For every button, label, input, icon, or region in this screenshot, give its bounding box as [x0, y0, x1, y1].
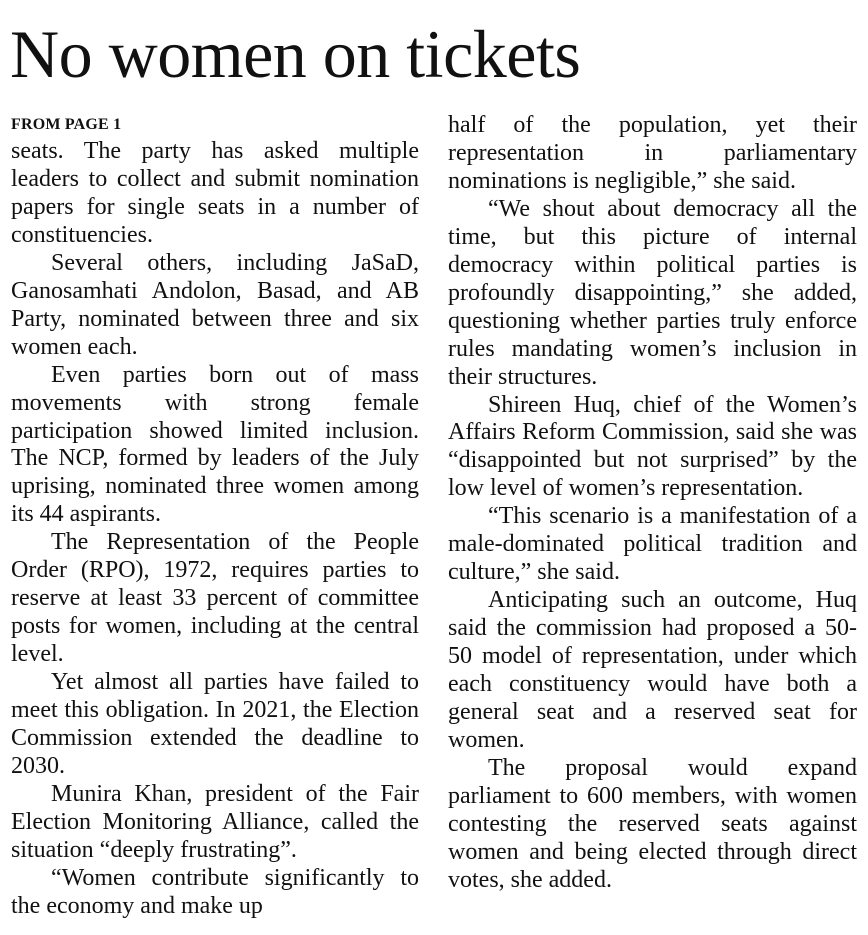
paragraph: “This scenario is a manifestation of a male-dominated political tradition and culture,” she said. — [448, 503, 857, 586]
paragraph: The proposal would expand parliament to 600 members, with women contesting the reserved seats against women and being elected through direct votes, she added. — [448, 754, 857, 893]
paragraph: seats. The party has asked multiple leaders to collect and submit nomination papers for single seats in a number of constituencies. — [11, 138, 419, 248]
right-column — [448, 112, 857, 895]
headline: No women on tickets — [10, 16, 581, 92]
left-column — [11, 112, 419, 921]
paragraph: The Representation of the People Order (RPO), 1972, requires parties to reserve at least 33 percent of committee posts for women, including at the central level. — [11, 529, 419, 668]
paragraph: Munira Khan, president of the Fair Election Monitoring Alliance, called the situation “deeply frustrating”. — [11, 780, 419, 863]
paragraph: “Women contribute significantly to the economy and make up — [11, 864, 419, 919]
paragraph: “We shout about democracy all the time, but this picture of internal democracy within political parties is profoundly disappointing,” she added, questioning whether parties truly enforce rules mandating women’s inclusion in their structures. — [448, 195, 857, 390]
paragraph: Yet almost all parties have failed to meet this obligation. In 2021, the Election Commission extended the deadline to 2030. — [11, 669, 419, 779]
paragraph: half of the population, yet their representation in parliamentary nominations is negligible,” she said. — [448, 112, 857, 194]
paragraph: Even parties born out of mass movements with strong female participation showed limited inclusion. The NCP, formed by leaders of the July uprising, nominated three women among its 44 aspirants. — [11, 361, 419, 528]
paragraph: Several others, including JaSaD, Ganosamhati Andolon, Basad, and AB Party, nominated between three and six women each. — [11, 249, 419, 360]
paragraph: Anticipating such an outcome, Huq said the commission had proposed a 50-50 model of representation, under which each constituency would have both a general seat and a reserved seat for women. — [448, 587, 857, 753]
paragraph: Shireen Huq, chief of the Women’s Affairs Reform Commission, said she was “disappointed but not surprised” by the low level of women’s representation. — [448, 391, 857, 502]
jump-kicker: FROM PAGE 1 — [11, 116, 122, 133]
